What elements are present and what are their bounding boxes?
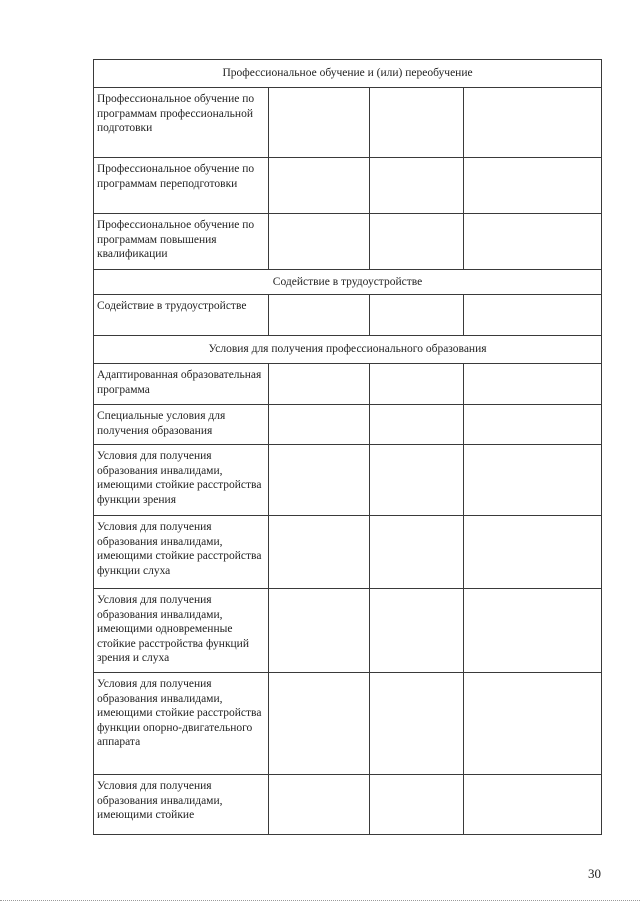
page-bottom-rule — [0, 900, 640, 901]
row-label: Условия для получения образования инвалидами, имеющими стойкие расстройства функции опорно-двигательного аппарата — [94, 673, 269, 775]
row-label: Профессиональное обучение по программам повышения квалификации — [94, 214, 269, 270]
blank-cell — [464, 158, 602, 214]
table-row — [94, 88, 602, 158]
row-label: Профессиональное обучение по программам профессиональной подготовки — [94, 88, 269, 158]
section-header-row — [94, 60, 602, 88]
blank-cell — [269, 405, 370, 445]
table-row — [94, 405, 602, 445]
blank-cell — [269, 295, 370, 336]
blank-cell — [464, 214, 602, 270]
table-row — [94, 516, 602, 589]
blank-cell — [464, 589, 602, 673]
section-title: Условия для получения профессионального образования — [94, 336, 602, 364]
row-label: Профессиональное обучение по программам переподготовки — [94, 158, 269, 214]
page-number: 30 — [588, 866, 601, 881]
row-label: Содействие в трудоустройстве — [94, 295, 269, 336]
table-row — [94, 775, 602, 835]
section-title: Профессиональное обучение и (или) переобучение — [94, 60, 602, 88]
blank-cell — [370, 445, 464, 516]
table-row — [94, 445, 602, 516]
blank-cell — [269, 88, 370, 158]
table-row — [94, 364, 602, 405]
section-header-row — [94, 270, 602, 295]
row-label: Условия для получения образования инвалидами, имеющими стойкие расстройства функции зрения — [94, 445, 269, 516]
blank-cell — [464, 364, 602, 405]
table-row — [94, 158, 602, 214]
section-header-row — [94, 336, 602, 364]
blank-cell — [370, 673, 464, 775]
blank-cell — [464, 445, 602, 516]
blank-cell — [269, 364, 370, 405]
blank-cell — [370, 88, 464, 158]
blank-cell — [464, 88, 602, 158]
blank-cell — [269, 673, 370, 775]
row-label: Условия для получения образования инвалидами, имеющими стойкие — [94, 775, 269, 835]
services-table — [93, 59, 602, 835]
blank-cell — [269, 775, 370, 835]
blank-cell — [370, 295, 464, 336]
row-label: Адаптированная образовательная программа — [94, 364, 269, 405]
table-row — [94, 214, 602, 270]
blank-cell — [464, 673, 602, 775]
blank-cell — [269, 516, 370, 589]
blank-cell — [370, 775, 464, 835]
table-row — [94, 589, 602, 673]
blank-cell — [464, 295, 602, 336]
blank-cell — [269, 589, 370, 673]
blank-cell — [269, 445, 370, 516]
blank-cell — [464, 775, 602, 835]
row-label: Специальные условия для получения образования — [94, 405, 269, 445]
blank-cell — [464, 405, 602, 445]
blank-cell — [370, 364, 464, 405]
blank-cell — [370, 516, 464, 589]
blank-cell — [464, 516, 602, 589]
blank-cell — [370, 158, 464, 214]
blank-cell — [370, 214, 464, 270]
row-label: Условия для получения образования инвалидами, имеющими одновременные стойкие расстройства функций зрения и слуха — [94, 589, 269, 673]
blank-cell — [269, 158, 370, 214]
row-label: Условия для получения образования инвалидами, имеющими стойкие расстройства функции слуха — [94, 516, 269, 589]
blank-cell — [370, 589, 464, 673]
blank-cell — [370, 405, 464, 445]
section-title: Содействие в трудоустройстве — [94, 270, 602, 295]
blank-cell — [269, 214, 370, 270]
table-row — [94, 673, 602, 775]
table-row — [94, 295, 602, 336]
